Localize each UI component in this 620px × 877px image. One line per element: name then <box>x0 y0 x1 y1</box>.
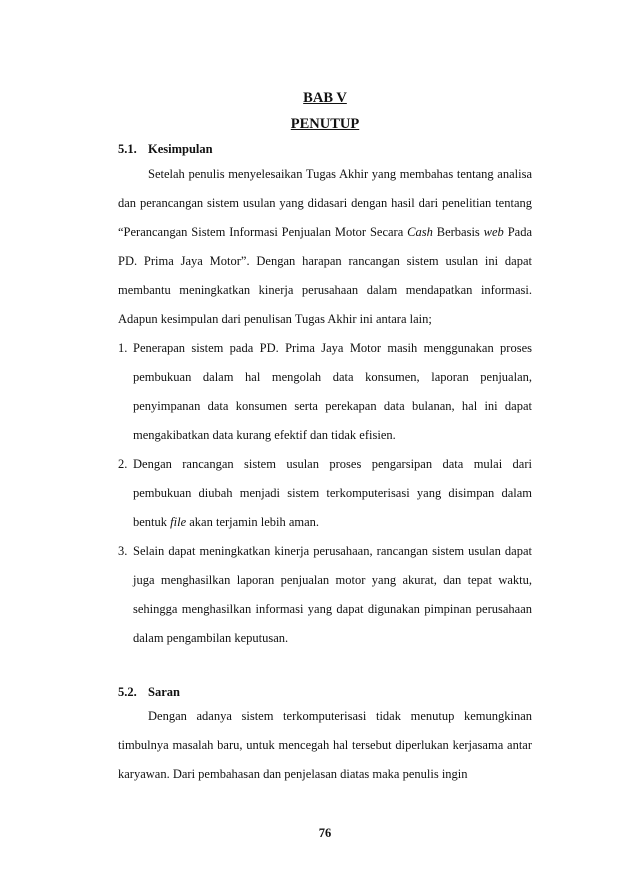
list-item-italic: file <box>170 515 187 529</box>
intro-italic-web: web <box>483 225 504 239</box>
list-item <box>118 334 532 450</box>
section-number: 5.1. <box>118 142 137 156</box>
section-title: Kesimpulan <box>148 142 213 156</box>
list-item-text: Penerapan sistem pada PD. Prima Jaya Motor masih menggunakan proses pembukuan dalam hal mengolah data konsumen, laporan penjualan, penyimpanan data konsumen serta perekapan data bulanan, hal ini dapat mengakibatkan data kurang efektif dan tidak efisien. <box>133 341 532 442</box>
intro-text-1: Setelah penulis menyelesaikan Tugas Akhir yang membahas tentang analisa dan perancangan sistem usulan yang didasari dengan hasil dari penelitian tentang “Perancangan Sistem Informasi Penjualan Motor Secara <box>118 167 532 239</box>
section-heading-kesimpulan <box>118 139 213 159</box>
list-item-text: akan terjamin lebih aman. <box>186 515 320 529</box>
section-title: Saran <box>148 685 180 699</box>
chapter-label: BAB V <box>303 90 347 106</box>
list-item-text: Selain dapat meningkatkan kinerja perusahaan, rancangan sistem usulan dapat juga menghasilkan laporan penjualan motor yang akurat, dan tepat waktu, sehingga menghasilkan informasi yang dapat digunakan pimpinan perusahaan dalam pengambilan keputusan. <box>133 544 532 645</box>
section-heading-saran <box>118 682 180 702</box>
intro-text-2: Berbasis <box>432 225 484 239</box>
list-marker: 3. <box>118 544 128 558</box>
intro-text-3: Pada PD. Prima Jaya Motor”. Dengan harapan rancangan sistem usulan ini dapat membantu meningkatkan kinerja perusahaan dalam mendapatkan informasi. Adapun kesimpulan dari penulisan Tugas Akhir ini antara lain; <box>118 225 532 326</box>
list-marker: 1. <box>118 341 128 355</box>
section-number: 5.2. <box>118 685 137 699</box>
intro-italic-cash: Cash <box>407 225 433 239</box>
list-marker: 2. <box>118 457 128 471</box>
chapter-title: PENUTUP <box>290 116 360 132</box>
list-item <box>118 537 532 653</box>
list-item-text: Dengan rancangan sistem usulan proses pengarsipan data mulai dari pembukuan diubah menjadi sistem terkomputerisasi yang disimpan dalam bentuk <box>133 457 532 529</box>
page-number: 76 <box>318 826 332 840</box>
paragraph-intro <box>118 160 532 334</box>
paragraph-saran: Dengan adanya sistem terkomputerisasi tidak menutup kemungkinan timbulnya masalah baru, untuk mencegah hal tersebut diperlukan kerjasama antar karyawan. Dari pembahasan dan penjelasan diatas maka penulis ingin <box>118 709 532 781</box>
list-item <box>118 450 532 537</box>
conclusion-list <box>118 334 532 653</box>
